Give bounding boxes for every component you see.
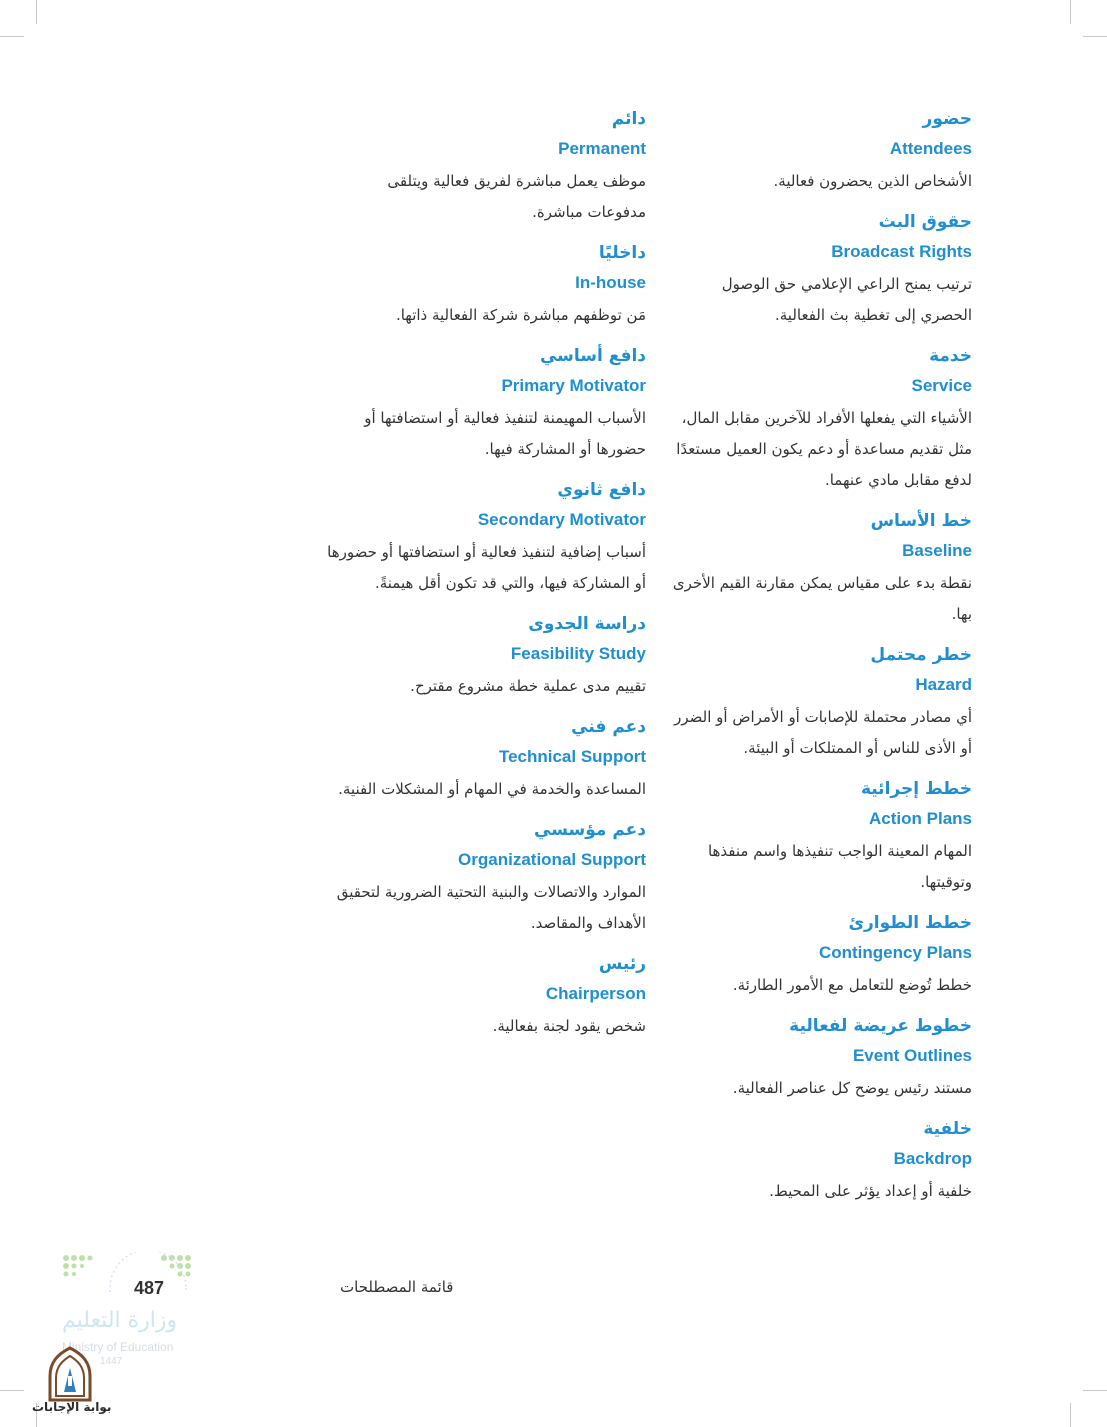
term-english: Permanent — [558, 139, 646, 158]
term-definition: المساعدة والخدمة في المهام أو المشكلات الفنية. — [338, 780, 646, 798]
term-definition: موظف يعمل مباشرة لفريق فعالية ويتلقى مدفوعات مباشرة. — [387, 172, 646, 221]
term-english: In-house — [575, 273, 646, 292]
glossary-entry — [672, 104, 972, 197]
glossary-entry — [326, 949, 646, 1042]
term-arabic: خطط إجرائية — [860, 779, 972, 799]
term-english: Organizational Support — [458, 850, 646, 869]
term-arabic: حقوق البث — [878, 212, 972, 232]
crop-mark — [36, 0, 37, 24]
term-arabic: رئيس — [598, 954, 646, 974]
term-arabic: خدمة — [929, 346, 972, 366]
crop-mark — [1083, 1390, 1107, 1391]
glossary-entry — [326, 104, 646, 228]
term-english: Broadcast Rights — [831, 242, 972, 261]
term-arabic: داخليًا — [598, 243, 646, 263]
ministry-logo-dots-icon — [60, 1252, 200, 1292]
glossary-column-left — [326, 104, 646, 1052]
term-definition: خلفية أو إعداد يؤثر على المحيط. — [769, 1182, 972, 1200]
term-english: Primary Motivator — [501, 376, 646, 395]
term-english: Baseline — [902, 541, 972, 560]
term-definition: الأشياء التي يفعلها الأفراد للآخرين مقابل المال، مثل تقديم مساعدة أو دعم يكون العميل مستعدًا لدفع مقابل مادي عنهما. — [676, 409, 972, 489]
term-arabic: حضور — [922, 109, 972, 129]
term-arabic: خط الأساس — [870, 511, 972, 531]
glossary-entry — [672, 908, 972, 1001]
term-arabic: دائم — [611, 109, 646, 129]
page-number: 487 — [134, 1278, 165, 1298]
term-definition: خطط تُوضع للتعامل مع الأمور الطارئة. — [732, 976, 972, 994]
term-definition: أسباب إضافية لتنفيذ فعالية أو استضافتها أو حضورها أو المشاركة فيها، والتي قد تكون أقل هيمنةً. — [327, 543, 646, 592]
term-english: Service — [911, 376, 972, 395]
term-definition: ترتيب يمنح الراعي الإعلامي حق الوصول الحصري إلى تغطية بث الفعالية. — [721, 275, 972, 324]
glossary-entry — [326, 341, 646, 465]
ministry-name-english: Ministry of Education — [62, 1340, 174, 1354]
section-title: قائمة المصطلحات — [340, 1278, 454, 1296]
crop-mark — [1083, 36, 1107, 37]
term-definition: مَن توظفهم مباشرة شركة الفعالية ذاتها. — [395, 306, 646, 324]
crop-mark — [0, 36, 24, 37]
term-definition: الأسباب المهيمنة لتنفيذ فعالية أو استضافتها أو حضورها أو المشاركة فيها. — [364, 409, 646, 458]
crop-mark — [0, 1390, 24, 1391]
term-definition: الأشخاص الذين يحضرون فعالية. — [773, 172, 972, 190]
term-arabic: دعم مؤسسي — [534, 820, 646, 840]
crop-mark — [1070, 1403, 1071, 1427]
term-english: Contingency Plans — [818, 943, 972, 962]
glossary-entry — [326, 475, 646, 599]
crop-mark — [1070, 0, 1071, 24]
glossary-entry — [672, 207, 972, 331]
term-english: Technical Support — [498, 747, 646, 766]
glossary-column-right — [672, 104, 972, 1217]
term-arabic: دراسة الجدوى — [528, 614, 646, 634]
term-arabic: خطر محتمل — [870, 645, 972, 665]
term-arabic: دافع ثانوي — [557, 480, 646, 500]
glossary-entry — [672, 640, 972, 764]
term-english: Event Outlines — [852, 1046, 972, 1065]
term-definition: المهام المعينة الواجب تنفيذها واسم منفذها وتوقيتها. — [707, 842, 972, 891]
glossary-entry — [326, 712, 646, 805]
glossary-entry — [326, 238, 646, 331]
glossary-entry — [672, 341, 972, 496]
term-arabic: خطوط عريضة لفعالية — [789, 1016, 972, 1036]
term-definition: نقطة بدء على مقياس يمكن مقارنة القيم الأخرى بها. — [672, 574, 972, 623]
glossary-entry — [672, 506, 972, 630]
site-name: بوابة الإجابات — [32, 1400, 112, 1414]
glossary-entry — [672, 1011, 972, 1104]
ministry-name-arabic: وزارة التعليم — [62, 1308, 178, 1333]
term-english: Feasibility Study — [510, 644, 646, 663]
ministry-year: 1447 — [100, 1356, 123, 1367]
term-arabic: دعم فني — [571, 717, 646, 737]
glossary-entry — [672, 1114, 972, 1207]
term-english: Hazard — [915, 675, 972, 694]
term-arabic: دافع أساسي — [539, 346, 646, 366]
term-definition: شخص يقود لجنة بفعالية. — [492, 1017, 646, 1035]
term-definition: مستند رئيس يوضح كل عناصر الفعالية. — [732, 1079, 972, 1097]
term-english: Secondary Motivator — [477, 510, 646, 529]
term-arabic: خطط الطوارئ — [848, 913, 972, 933]
glossary-entry — [672, 774, 972, 898]
term-english: Chairperson — [545, 984, 646, 1003]
term-english: Attendees — [889, 139, 972, 158]
term-english: Action Plans — [869, 809, 972, 828]
term-definition: أي مصادر محتملة للإصابات أو الأمراض أو الضرر أو الأذى للناس أو الممتلكات أو البيئة. — [674, 708, 972, 757]
glossary-entry — [326, 815, 646, 939]
term-definition: تقييم مدى عملية خطة مشروع مقترح. — [410, 677, 646, 695]
term-definition: الموارد والاتصالات والبنية التحتية الضرورية لتحقيق الأهداف والمقاصد. — [336, 883, 646, 932]
term-english: Backdrop — [893, 1149, 972, 1168]
site-logo-icon — [44, 1346, 96, 1402]
term-arabic: خلفية — [923, 1119, 972, 1139]
glossary-entry — [326, 609, 646, 702]
